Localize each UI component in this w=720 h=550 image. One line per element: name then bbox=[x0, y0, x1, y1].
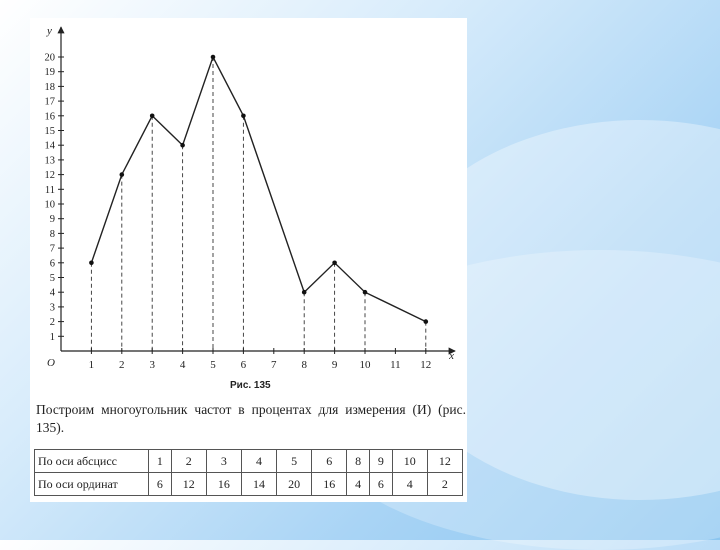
data-point bbox=[302, 290, 307, 295]
frequency-table bbox=[34, 449, 463, 496]
y-tick-label: 19 bbox=[44, 67, 55, 79]
y-tick-label: 1 bbox=[49, 331, 55, 343]
x-tick-label: 9 bbox=[331, 359, 338, 371]
y-axis-label: y bbox=[47, 24, 52, 37]
y-tick-label: 8 bbox=[49, 228, 55, 240]
table-cell: 12 bbox=[171, 473, 206, 496]
table-cell: 20 bbox=[277, 473, 312, 496]
frequency-polygon-line bbox=[91, 57, 425, 322]
y-tick-label: 14 bbox=[44, 140, 55, 152]
table-cell: 5 bbox=[277, 450, 312, 473]
data-point bbox=[424, 319, 429, 324]
y-tick-label: 2 bbox=[49, 317, 55, 329]
data-point bbox=[332, 261, 337, 266]
y-tick-label: 12 bbox=[44, 170, 55, 182]
data-point bbox=[180, 143, 185, 148]
x-axis-label: x bbox=[449, 350, 454, 362]
table-cell: 6 bbox=[149, 473, 172, 496]
y-tick-label: 10 bbox=[44, 199, 55, 211]
x-tick-label: 10 bbox=[359, 359, 371, 371]
x-tick-label: 12 bbox=[420, 359, 432, 371]
x-tick-label: 5 bbox=[210, 359, 216, 371]
data-point bbox=[241, 114, 246, 119]
y-tick-label: 6 bbox=[49, 258, 55, 270]
y-tick-label: 17 bbox=[44, 96, 55, 108]
table-cell: 12 bbox=[427, 450, 462, 473]
data-point bbox=[120, 172, 125, 177]
x-tick-label: 1 bbox=[88, 359, 95, 371]
data-point bbox=[363, 290, 368, 295]
table-cell: 10 bbox=[392, 450, 427, 473]
x-tick-label: 7 bbox=[271, 359, 277, 371]
table-row-header: По оси ординат bbox=[35, 473, 149, 496]
y-tick-label: 5 bbox=[49, 273, 55, 284]
y-tick-label: 20 bbox=[44, 52, 55, 64]
y-tick-label: 9 bbox=[49, 214, 55, 226]
x-tick-label: 4 bbox=[179, 359, 186, 371]
y-tick-label: 18 bbox=[44, 81, 55, 93]
data-point bbox=[211, 55, 216, 60]
table-cell: 9 bbox=[369, 450, 392, 473]
x-tick-label: 8 bbox=[301, 359, 307, 371]
table-cell: 16 bbox=[206, 473, 241, 496]
y-tick-label: 15 bbox=[44, 126, 55, 137]
y-tick-label: 13 bbox=[44, 155, 55, 167]
y-tick-label: 4 bbox=[49, 287, 55, 299]
x-tick-label: 2 bbox=[119, 359, 125, 371]
textbook-page bbox=[30, 18, 467, 502]
y-tick-label: 16 bbox=[44, 111, 55, 123]
body-paragraph: Построим многоугольник частот в процентах для измерения (И) (рис. 135). bbox=[36, 402, 466, 435]
table-row bbox=[35, 450, 463, 473]
table-cell: 6 bbox=[369, 473, 392, 496]
y-tick-label: 3 bbox=[49, 302, 55, 314]
data-point bbox=[150, 114, 155, 119]
table-cell: 8 bbox=[347, 450, 370, 473]
origin-label: O bbox=[47, 357, 55, 369]
table-row-header: По оси абсцисс bbox=[35, 450, 149, 473]
y-tick-label: 7 bbox=[49, 243, 55, 255]
x-tick-label: 11 bbox=[390, 359, 401, 371]
y-tick-label: 11 bbox=[44, 184, 55, 196]
table-cell: 6 bbox=[312, 450, 347, 473]
x-tick-label: 6 bbox=[240, 359, 247, 371]
data-point bbox=[89, 261, 94, 266]
table-cell: 16 bbox=[312, 473, 347, 496]
x-tick-label: 3 bbox=[149, 359, 155, 371]
table-cell: 3 bbox=[206, 450, 241, 473]
figure-caption: Рис. 135 bbox=[230, 380, 271, 391]
table-cell: 2 bbox=[427, 473, 462, 496]
table-cell: 1 bbox=[149, 450, 172, 473]
table-cell: 4 bbox=[241, 450, 276, 473]
table-cell: 2 bbox=[171, 450, 206, 473]
table-row bbox=[35, 473, 463, 496]
table-cell: 4 bbox=[347, 473, 370, 496]
frequency-polygon-chart bbox=[30, 18, 467, 380]
table-cell: 4 bbox=[392, 473, 427, 496]
table-cell: 14 bbox=[241, 473, 276, 496]
